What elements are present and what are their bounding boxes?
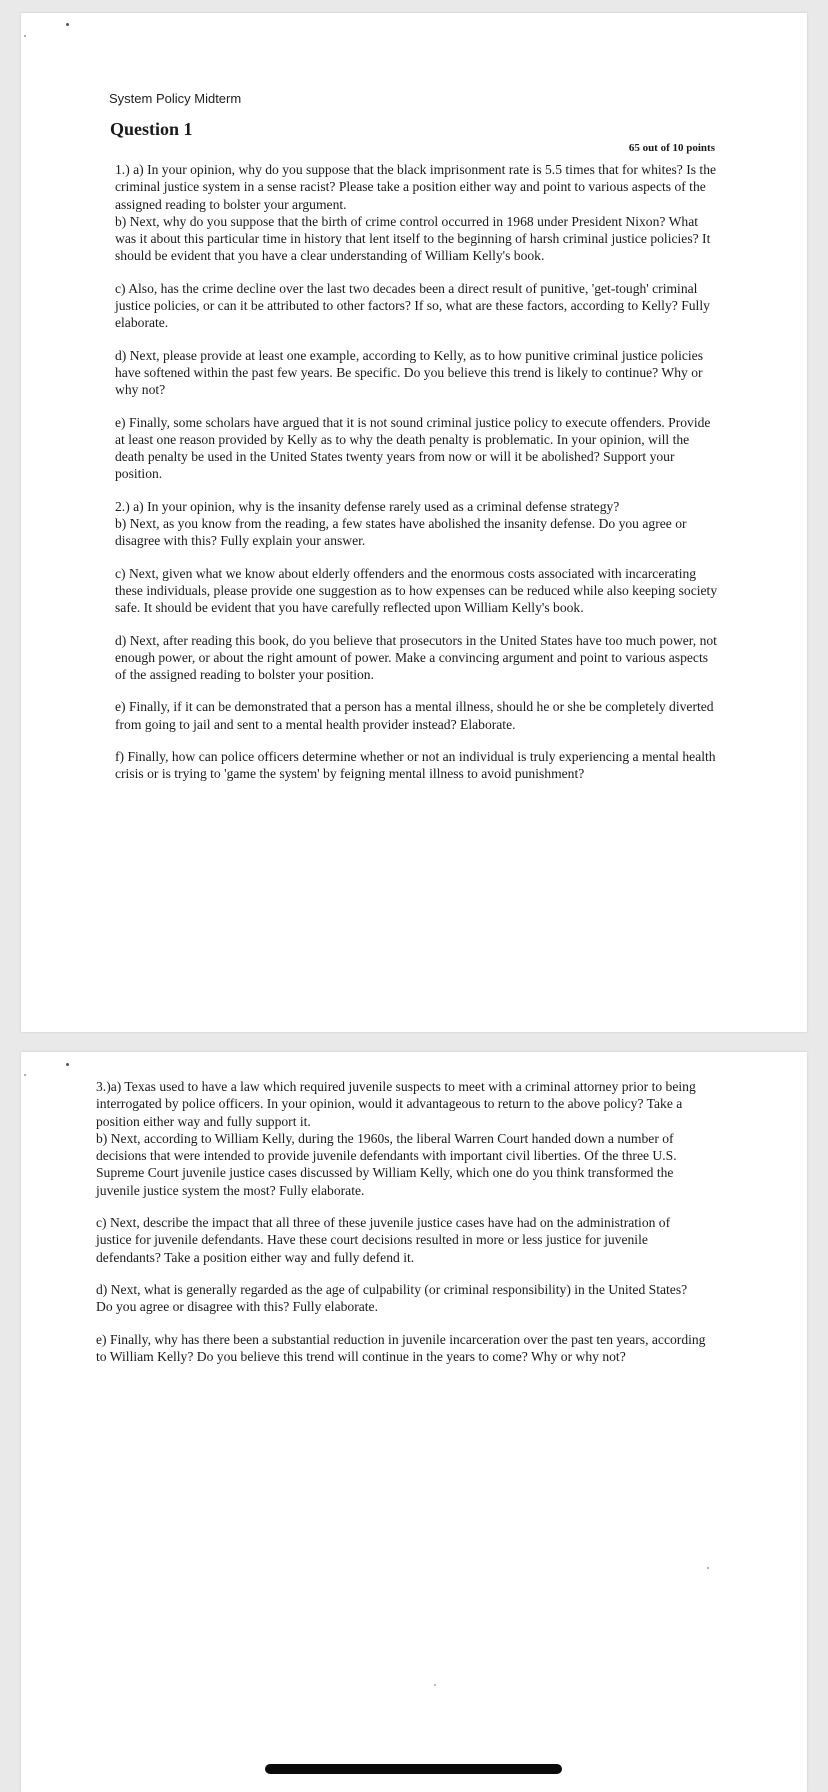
question-body-page-2 [96, 1078, 706, 1380]
question-paragraph: c) Next, describe the impact that all three of these juvenile justice cases have had on the administration of justice for juvenile defendants. Have these court decisions resulted in more or less justice for juvenile defendants? Take a position either way and fully defend it. [96, 1215, 671, 1265]
course-title: System Policy Midterm [109, 91, 242, 106]
question-title: Question 1 [110, 119, 193, 139]
question-paragraph: 3.)a) Texas used to have a law which required juvenile suspects to meet with a criminal attorney prior to being interrogated by police officers. In your opinion, would it advantageous to return to the above policy? Take a position either way and fully support it. [96, 1079, 696, 1129]
question-paragraph: f) Finally, how can police officers determine whether or not an individual is truly experiencing a mental health crisis or is trying to 'game the system' by feigning mental illness to avoid punishment? [115, 749, 716, 782]
question-paragraph: 2.) a) In your opinion, why is the insanity defense rarely used as a criminal defense strategy? [115, 498, 620, 514]
scan-speck [707, 1567, 709, 1569]
question-paragraph: e) Finally, some scholars have argued that it is not sound criminal justice policy to execute offenders. Provide at least one reason provided by Kelly as to why the death penalty is problematic. In your opinion, will the death penalty be used in the United States twenty years from now or will it be abolished? Support your position. [115, 414, 711, 482]
question-paragraph: b) Next, as you know from the reading, a few states have abolished the insanity defense. Do you agree or disagree with this? Fully explain your answer. [115, 516, 687, 549]
question-paragraph: d) Next, please provide at least one example, according to Kelly, as to how punitive criminal justice policies have softened within the past few years. Be specific. Do you believe this trend is likely to continue? Why or why not? [115, 347, 704, 398]
question-paragraph: c) Next, given what we know about elderly offenders and the enormous costs associated with incarcerating these individuals, please provide one suggestion as to how expenses can be reduced while also keeping society safe. It should be evident that you have carefully reflected upon William Kelly's book. [115, 565, 718, 616]
points-score: 65 out of 10 points [628, 142, 715, 154]
question-paragraph: 1.) a) In your opinion, why do you suppose that the black imprisonment rate is 5.5 times that for whites? Is the criminal justice system in a sense racist? Please take a position either way and point to various aspects of the assigned reading to bolster your argument. [115, 162, 717, 212]
question-paragraph: e) Finally, if it can be demonstrated that a person has a mental illness, should he or she be completely diverted from going to jail and sent to a mental health provider instead? Elaborate. [115, 699, 714, 732]
question-paragraph: e) Finally, why has there been a substantial reduction in juvenile incarceration over the past ten years, according to William Kelly? Do you believe this trend will continue in the years to come? Why or why not? [96, 1331, 706, 1364]
scan-speck [66, 1063, 69, 1066]
question-paragraph: b) Next, according to William Kelly, during the 1960s, the liberal Warren Court handed down a number of decisions that were intended to provide juvenile defendants with important civil liberties. Of the three U.S. Supreme Court juvenile justice cases discussed by William Kelly, which one do you think transformed the juvenile justice system the most? Fully elaborate. [96, 1130, 677, 1198]
question-paragraph: c) Also, has the crime decline over the last two decades been a direct result of punitive, 'get-tough' criminal justice policies, or can it be attributed to other factors? If so, what are these factors, according to Kelly? Fully elaborate. [115, 280, 710, 331]
scan-speck [24, 1074, 26, 1076]
question-paragraph: d) Next, after reading this book, do you believe that prosecutors in the United States have too much power, not enough power, or about the right amount of power. Make a convincing argument and point to various aspects of the assigned reading to bolster your position. [115, 632, 717, 683]
home-indicator[interactable] [265, 1764, 562, 1774]
document-page-1 [21, 13, 807, 1032]
question-paragraph: b) Next, why do you suppose that the birth of crime control occurred in 1968 under President Nixon? What was it about this particular time in history that lent itself to the beginning of harsh criminal justice policies? It should be evident that you have a clear understanding of William Kelly's book. [115, 213, 711, 264]
scan-speck [24, 35, 26, 37]
question-body-page-1 [115, 161, 719, 798]
scan-speck [66, 23, 69, 26]
question-paragraph: d) Next, what is generally regarded as the age of culpability (or criminal responsibility) in the United States? Do you agree or disagree with this? Fully elaborate. [96, 1281, 688, 1315]
scan-speck [434, 1684, 436, 1686]
